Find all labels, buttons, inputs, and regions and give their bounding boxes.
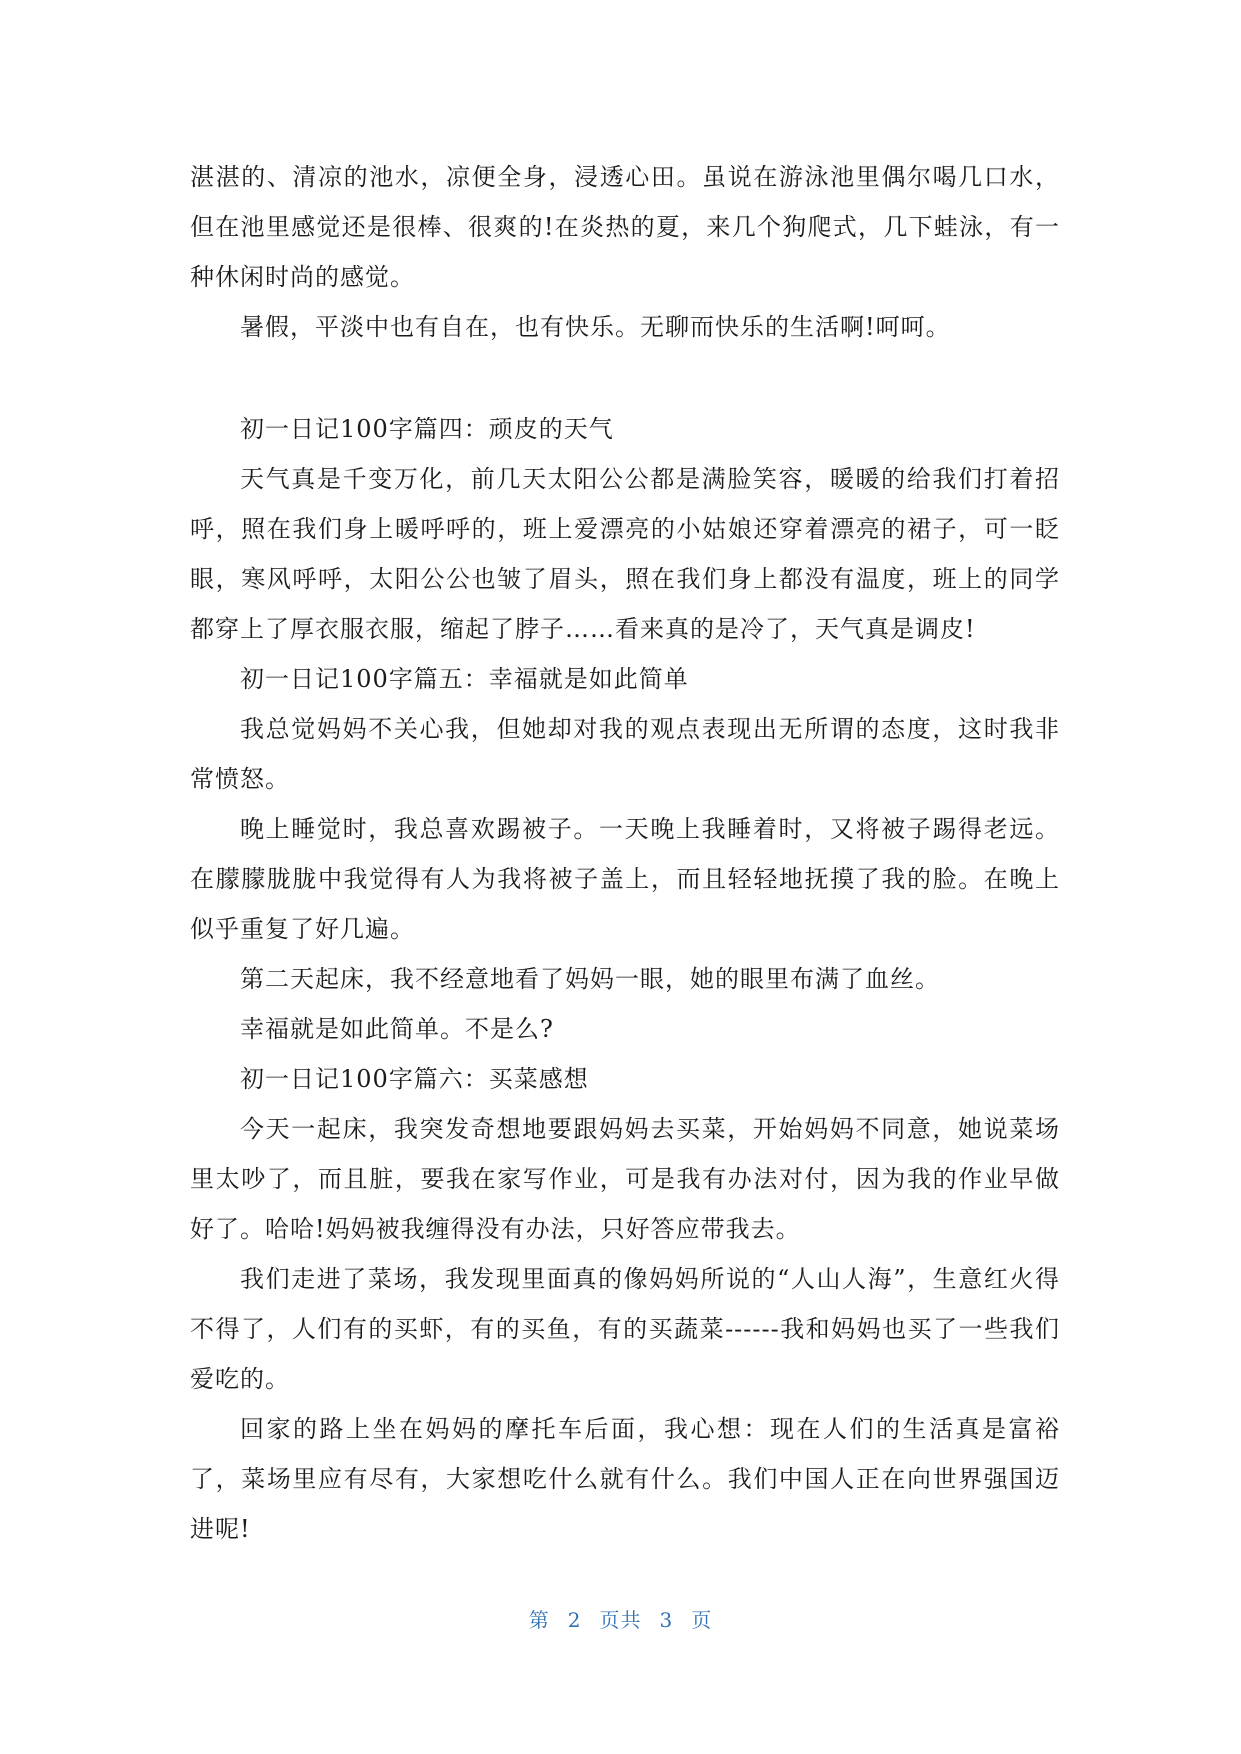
section-heading-6: 初一日记100字篇六：买菜感想 <box>240 1065 589 1093</box>
section-heading-5: 初一日记100字篇五：幸福就是如此简单 <box>240 665 689 693</box>
section-heading-4: 初一日记100字篇四：顽皮的天气 <box>240 415 614 443</box>
paragraph-market-1: 今天一起床，我突发奇想地要跟妈妈去买菜，开始妈妈不同意，她说菜场里太吵了，而且脏，要我在家写作业，可是我有办法对付，因为我的作业早做好了。哈哈!妈妈被我缠得没有办法，只好答应带我去。 <box>190 1115 1060 1243</box>
document-body <box>190 152 1060 1554</box>
page-label-mid: 页共 <box>599 1608 642 1632</box>
page-label-suffix: 页 <box>691 1608 713 1632</box>
paragraph-weather: 天气真是千变万化，前几天太阳公公都是满脸笑容，暖暖的给我们打着招呼，照在我们身上暖呼呼的，班上爱漂亮的小姑娘还穿着漂亮的裙子，可一眨眼，寒风呼呼，太阳公公也皱了眉头，照在我们身上都没有温度，班上的同学都穿上了厚衣服衣服，缩起了脖子……看来真的是冷了，天气真是调皮! <box>190 465 1060 643</box>
paragraph-market-3: 回家的路上坐在妈妈的摩托车后面，我心想：现在人们的生活真是富裕了，菜场里应有尽有，大家想吃什么就有什么。我们中国人正在向世界强国迈进呢! <box>190 1415 1060 1543</box>
paragraph-mother-3: 第二天起床，我不经意地看了妈妈一眼，她的眼里布满了血丝。 <box>240 965 940 993</box>
paragraph-mother-4: 幸福就是如此简单。不是么? <box>240 1015 554 1043</box>
page-label-prefix: 第 <box>528 1608 550 1632</box>
paragraph-mother-1: 我总觉妈妈不关心我，但她却对我的观点表现出无所谓的态度，这时我非常愤怒。 <box>190 715 1060 793</box>
paragraph-summer-conclusion: 暑假，平淡中也有自在，也有快乐。无聊而快乐的生活啊!呵呵。 <box>240 313 951 341</box>
paragraph-mother-2: 晚上睡觉时，我总喜欢踢被子。一天晚上我睡着时，又将被子踢得老远。在朦朦胧胧中我觉得有人为我将被子盖上，而且轻轻地抚摸了我的脸。在晚上似乎重复了好几遍。 <box>190 815 1060 943</box>
paragraph-swimming-continued: 湛湛的、清凉的池水，凉便全身，浸透心田。虽说在游泳池里偶尔喝几口水，但在池里感觉还是很棒、很爽的!在炎热的夏，来几个狗爬式，几下蛙泳，有一种休闲时尚的感觉。 <box>190 163 1060 291</box>
paragraph-market-2: 我们走进了菜场，我发现里面真的像妈妈所说的“人山人海”，生意红火得不得了，人们有的买虾，有的买鱼，有的买蔬菜------我和妈妈也买了一些我们爱吃的。 <box>190 1265 1060 1393</box>
page-footer <box>0 1604 1241 1633</box>
total-pages-number: 3 <box>659 1608 674 1632</box>
current-page-number: 2 <box>567 1608 582 1632</box>
